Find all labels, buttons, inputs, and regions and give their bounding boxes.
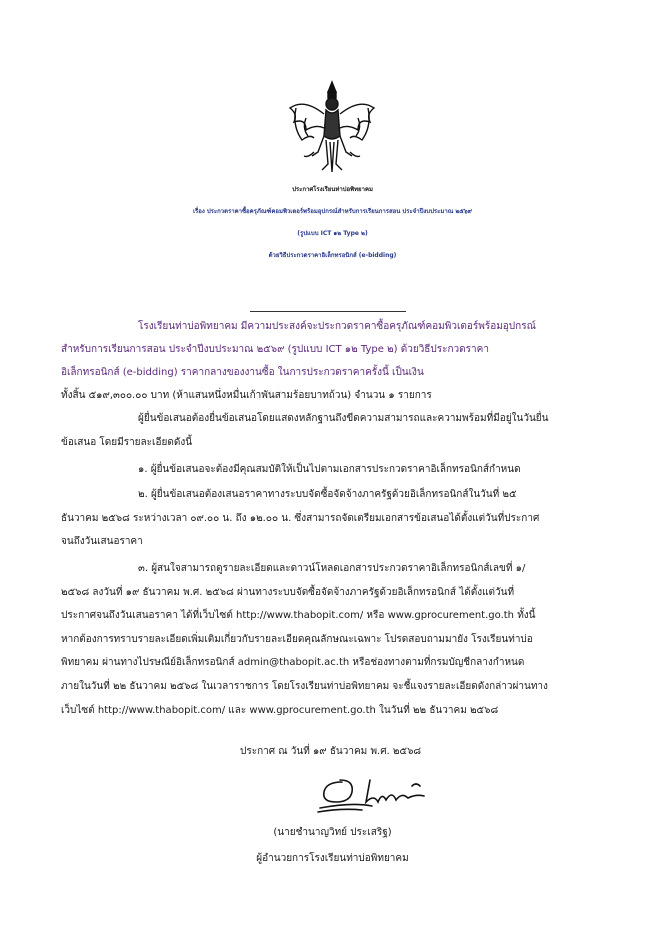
item-3-line: ๓. ผู้สนใจสามารถดูรายละเอียดและดาวน์โหลดเอกสารประกวดราคาอิเล็กทรอนิกส์เลขที่ ๑/: [138, 563, 526, 574]
announcement-method: ด้วยวิธีประกวดราคาอิเล็กทรอนิกส์ (e-bidding): [268, 252, 397, 259]
signature-mark: [312, 772, 442, 820]
signer-name: (นายชำนาญวิทย์ ประเสริฐ): [273, 827, 392, 838]
item-2-line: จนถึงวันเสนอราคา: [61, 536, 143, 547]
announcement-date: ประกาศ ณ วันที่ ๑๙ ธันวาคม พ.ศ. ๒๕๖๘: [240, 746, 422, 757]
announcement-org: ประกาศโรงเรียนท่าบ่อพิทยาคม: [292, 186, 373, 193]
announcement-model: (รูปแบบ ICT ๑๒ Type ๒): [297, 230, 368, 237]
header-divider: [250, 311, 406, 312]
paragraph-2-line: ผู้ยื่นข้อเสนอต้องยื่นข้อเสนอโดยแสดงหลักฐานถึงขีดความสามารถและความพร้อมที่มีอยู่ในวันยื่น: [138, 413, 549, 424]
item-3-line: หากต้องการทราบรายละเอียดเพิ่มเติมเกี่ยวกับรายละเอียดคุณลักษณะเฉพาะ โปรดสอบถามมายัง โรงเรียนท่าบ่อ: [61, 634, 533, 645]
item-3-line: เว็บไซต์ http://www.thabopit.com/ และ www.gprocurement.go.th ในวันที่ ๒๒ ธันวาคม ๒๕๖๘: [61, 705, 499, 716]
announcement-subject: เรื่อง ประกวดราคาซื้อครุภัณฑ์คอมพิวเตอร์พร้อมอุปกรณ์สำหรับการเรียนการสอน ประจำปีงบประมาณ ๒๕๖๙: [192, 208, 473, 215]
signer-position: ผู้อำนวยการโรงเรียนท่าบ่อพิทยาคม: [256, 853, 409, 864]
item-3-line: ประกาศจนถึงวันเสนอราคา ได้ที่เว็บไซต์ http://www.thabopit.com/ หรือ www.gprocurement.go.th ทั้งนี้: [61, 610, 536, 621]
item-1: ๑. ผู้ยื่นข้อเสนอจะต้องมีคุณสมบัติให้เป็นไปตามเอกสารประกวดราคาอิเล็กทรอนิกส์กำหนด: [138, 464, 521, 475]
garuda-emblem-icon: [284, 78, 380, 174]
paragraph-1-line: โรงเรียนท่าบ่อพิทยาคม มีความประสงค์จะประกวดราคาซื้อครุภัณฑ์คอมพิวเตอร์พร้อมอุปกรณ์: [138, 321, 536, 332]
item-2-line: ธันวาคม ๒๕๖๘ ระหว่างเวลา ๐๙.๐๐ น. ถึง ๑๒.๐๐ น. ซึ่งสามารถจัดเตรียมเอกสารข้อเสนอได้ตั้งแต่วันที่ประกาศ: [61, 513, 540, 524]
item-3-line: พิทยาคม ผ่านทางไปรษณีย์อิเล็กทรอนิกส์ admin@thabopit.ac.th หรือช่องทางตามที่กรมบัญชีกลางกำหนด: [61, 657, 525, 668]
paragraph-2-line: ข้อเสนอ โดยมีรายละเอียดดังนี้: [61, 437, 193, 448]
item-3-line: ๒๕๖๘ ลงวันที่ ๑๙ ธันวาคม พ.ศ. ๒๕๖๘ ผ่านทางระบบจัดซื้อจัดจ้างภาครัฐด้วยอิเล็กทรอนิกส์ ได้ตั้งแต่วันที่: [61, 587, 515, 598]
item-2-line: ๒. ผู้ยื่นข้อเสนอต้องเสนอราคาทางระบบจัดซื้อจัดจ้างภาครัฐด้วยอิเล็กทรอนิกส์ในวันที่ ๒๕: [138, 489, 517, 500]
item-3-line: ภายในวันที่ ๒๒ ธันวาคม ๒๕๖๘ ในเวลาราชการ โดยโรงเรียนท่าบ่อพิทยาคม จะชี้แจงรายละเอียดดังกล่าวผ่านทาง: [61, 681, 548, 692]
paragraph-1-line: ทั้งสิ้น ๕๑๙,๓๐๐.๐๐ บาท (ห้าแสนหนึ่งหมื่นเก้าพันสามร้อยบาทถ้วน) จำนวน ๑ รายการ: [61, 390, 432, 401]
paragraph-1-line: อิเล็กทรอนิกส์ (e-bidding) ราคากลางของงานซื้อ ในการประกวดราคาครั้งนี้ เป็นเงิน: [61, 367, 424, 378]
paragraph-1-line: สำหรับการเรียนการสอน ประจำปีงบประมาณ ๒๕๖๙ (รูปแบบ ICT ๑๒ Type ๒) ด้วยวิธีประกวดราคา: [61, 344, 489, 355]
